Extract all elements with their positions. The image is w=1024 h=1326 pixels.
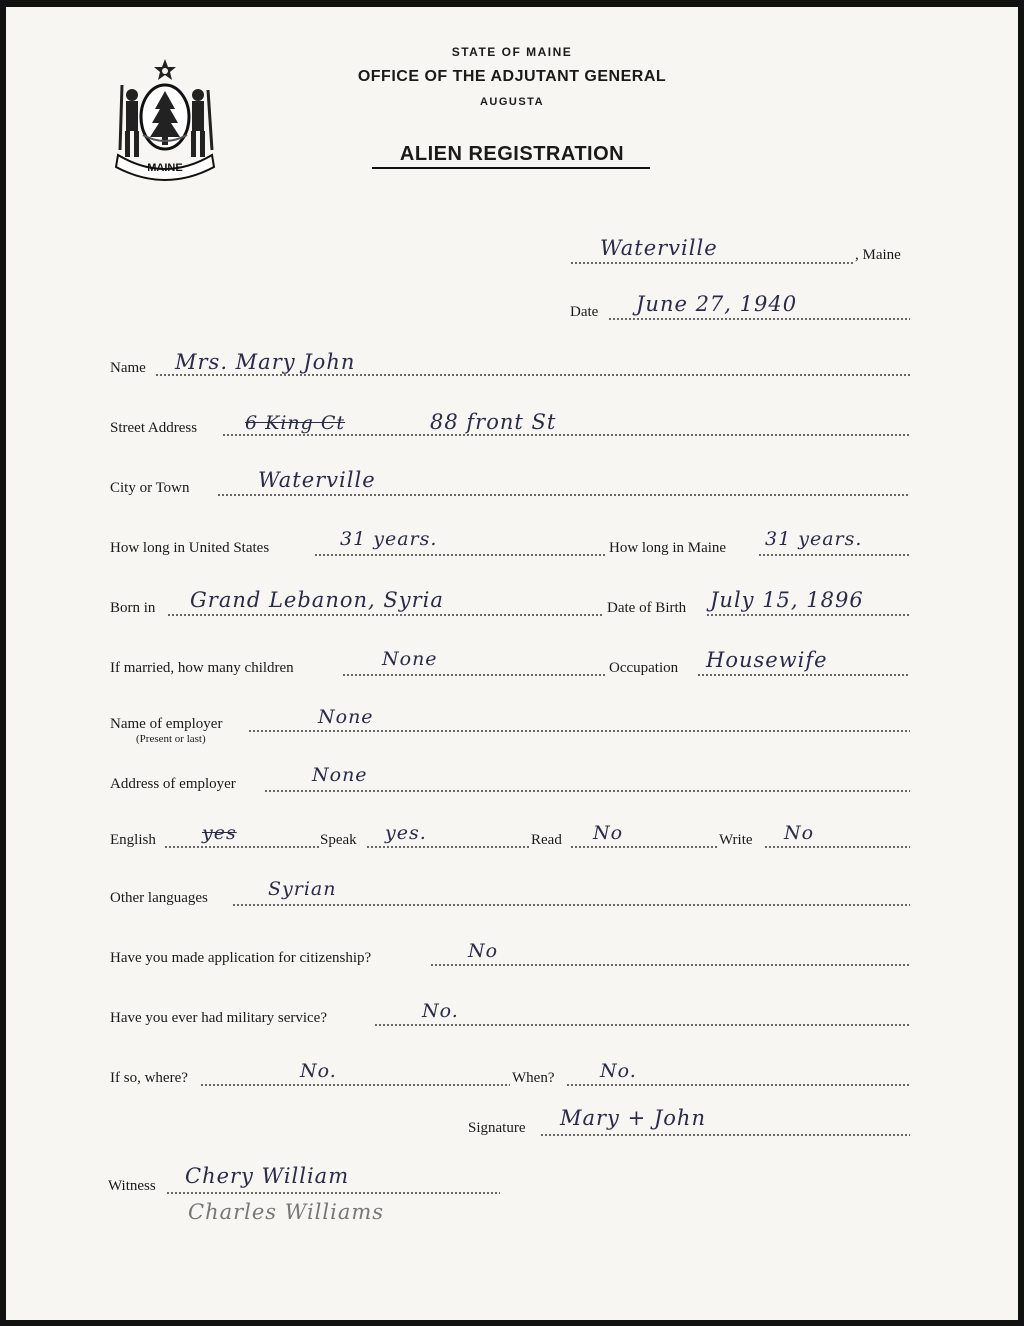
military-label: Have you ever had military service? [110, 1010, 327, 1026]
employer-address-label: Address of employer [110, 776, 236, 792]
employer-address-value: None [312, 764, 368, 786]
signature-value: Mary + John [560, 1106, 706, 1130]
us-duration-label: How long in United States [110, 540, 270, 556]
born-line [167, 614, 604, 616]
employer-value: None [318, 706, 374, 728]
name-value: Mrs. Mary John [175, 350, 356, 374]
other-languages-value: Syrian [268, 878, 337, 900]
occupation-label: Occupation [609, 660, 679, 676]
employer-label: Name of employer [110, 716, 223, 732]
header-city: AUGUSTA [479, 96, 545, 108]
employer-line [248, 730, 910, 732]
date-value: June 27, 1940 [636, 292, 798, 316]
english-line [164, 846, 320, 848]
born-value: Grand Lebanon, Syria [190, 588, 444, 612]
citizenship-line [430, 964, 910, 966]
witness-value: Chery William [185, 1164, 350, 1188]
where-value: No. [300, 1060, 337, 1082]
children-line [342, 674, 606, 676]
write-value: No [784, 822, 815, 844]
write-label: Write [719, 832, 753, 848]
other-languages-label: Other languages [110, 890, 208, 906]
header-state: STATE OF MAINE [451, 45, 573, 59]
children-label: If married, how many children [110, 660, 294, 676]
occupation-value: Housewife [706, 648, 828, 672]
read-label: Read [531, 832, 562, 848]
read-line [570, 846, 718, 848]
signature-line [540, 1134, 910, 1136]
when-line [566, 1084, 910, 1086]
street-label: Street Address [110, 420, 198, 436]
where-label: If so, where? [110, 1070, 188, 1086]
english-label: English [110, 832, 156, 848]
header-office: OFFICE OF THE ADJUTANT GENERAL [357, 68, 667, 85]
born-label: Born in [110, 600, 156, 616]
signature-label: Signature [468, 1120, 526, 1136]
date-label: Date [570, 304, 599, 320]
citizenship-label: Have you made application for citizenship? [110, 950, 372, 966]
citizenship-value: No [468, 940, 499, 962]
english-value: yes [202, 822, 237, 844]
maine-duration-line [758, 554, 910, 556]
dob-line [706, 614, 910, 616]
town-value: Waterville [600, 236, 718, 260]
write-line [764, 846, 910, 848]
when-label: When? [512, 1070, 555, 1086]
witness-value-second: Charles Williams [188, 1200, 385, 1224]
military-line [374, 1024, 910, 1026]
us-duration-line [314, 554, 606, 556]
maine-duration-label: How long in Maine [609, 540, 727, 556]
witness-line [166, 1192, 500, 1194]
city-value: Waterville [258, 468, 376, 492]
title-underline [372, 167, 650, 169]
name-line [155, 374, 910, 376]
us-duration-value: 31 years. [340, 528, 438, 550]
employer-address-line [264, 790, 910, 792]
seal-banner-text: MAINE [147, 162, 183, 174]
dob-label: Date of Birth [607, 600, 687, 616]
children-value: None [382, 648, 438, 670]
employer-sublabel: (Present or last) [136, 733, 206, 745]
speak-value: yes. [385, 822, 427, 844]
military-value: No. [422, 1000, 459, 1022]
read-value: No [593, 822, 624, 844]
form-title: ALIEN REGISTRATION [399, 143, 625, 165]
town-suffix: , Maine [855, 247, 901, 263]
name-label: Name [110, 360, 146, 376]
occupation-line [697, 674, 910, 676]
witness-label: Witness [108, 1178, 156, 1194]
city-line [217, 494, 910, 496]
maine-duration-value: 31 years. [765, 528, 863, 550]
street-value: 88 front St [430, 410, 557, 434]
when-value: No. [600, 1060, 637, 1082]
dob-value: July 15, 1896 [710, 588, 864, 612]
where-line [200, 1084, 510, 1086]
street-line [222, 434, 910, 436]
city-label: City or Town [110, 480, 190, 496]
street-struck-value: 6 King Ct [245, 412, 346, 434]
speak-line [366, 846, 530, 848]
town-line [570, 262, 855, 264]
date-line [608, 318, 910, 320]
other-languages-line [232, 904, 910, 906]
speak-label: Speak [320, 832, 357, 848]
